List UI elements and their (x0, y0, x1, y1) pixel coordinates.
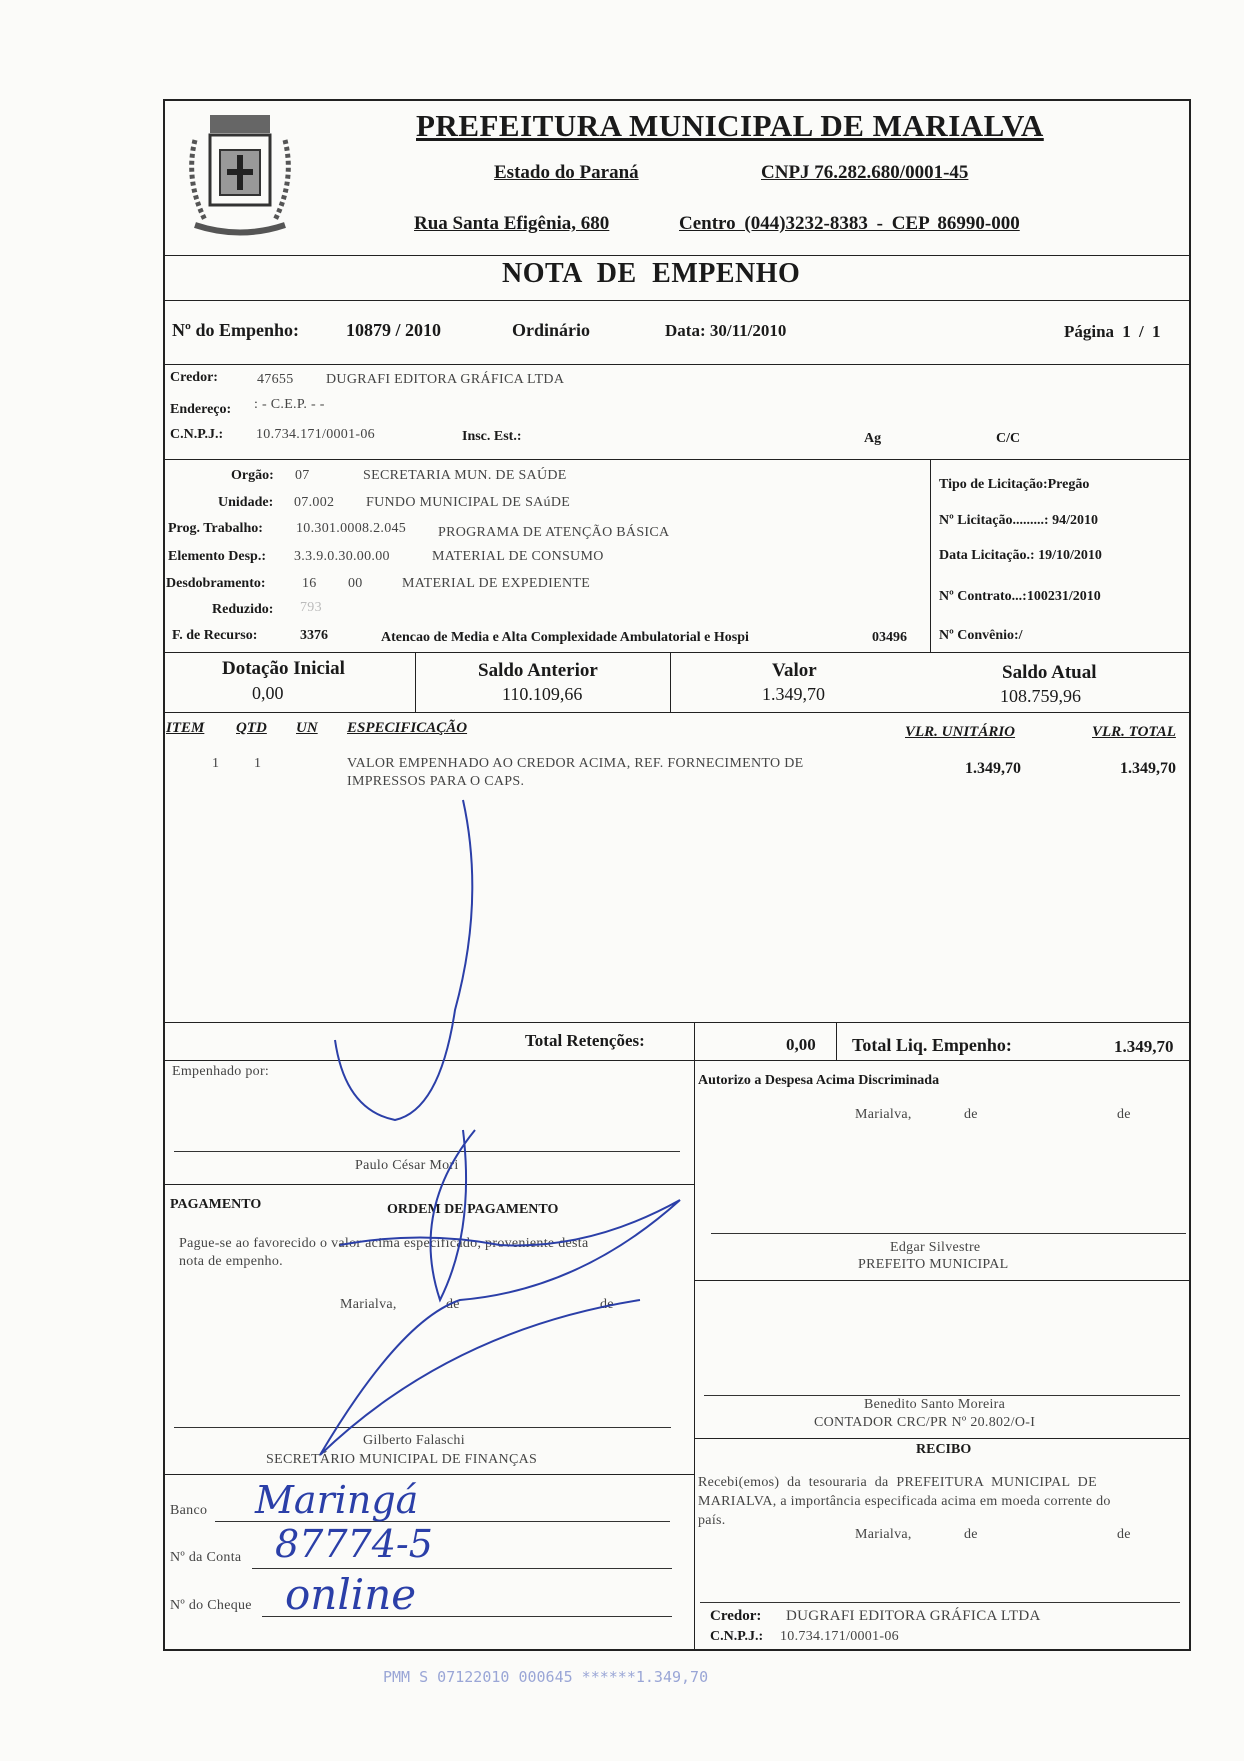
item-vlr-total: 1.349,70 (1120, 760, 1176, 777)
header-contact: Centro (044)3232-8383 - CEP 86990-000 (679, 213, 1020, 234)
saldo-atual-label: Saldo Atual (1002, 662, 1097, 683)
elemento-label: Elemento Desp.: (168, 549, 266, 564)
recibo-cnpj-value: 10.734.171/0001-06 (780, 1629, 899, 1644)
col-especificacao: ESPECIFICAÇÃO (347, 720, 468, 736)
recibo-credor-nome: DUGRAFI EDITORA GRÁFICA LTDA (786, 1608, 1041, 1624)
pagamento-title: PAGAMENTO (170, 1197, 262, 1212)
item-qtd: 1 (254, 756, 262, 771)
cheque-handwritten: online (285, 1570, 417, 1619)
total-liq-value: 1.349,70 (1114, 1037, 1174, 1056)
convenio-numero: Nº Convênio:/ (939, 628, 1023, 643)
credor-name: DUGRAFI EDITORA GRÁFICA LTDA (326, 372, 565, 387)
orgao-name: SECRETARIA MUN. DE SAÚDE (363, 468, 567, 483)
prog-label: Prog. Trabalho: (168, 521, 263, 536)
page-number: Página 1 / 1 (1064, 322, 1161, 341)
credor-cnpj-value: 10.734.171/0001-06 (256, 427, 375, 442)
autorizo-local: Marialva, (855, 1107, 912, 1122)
autorizo-title: Autorizo a Despesa Acima Discriminada (698, 1073, 940, 1088)
cheque-label: Nº do Cheque (170, 1598, 252, 1613)
col-un: UN (296, 720, 318, 736)
fonte-code: 3376 (300, 628, 328, 643)
total-retencoes-value: 0,00 (786, 1035, 816, 1054)
contrato-numero: Nº Contrato...:100231/2010 (939, 589, 1101, 604)
banco-label: Banco (170, 1503, 208, 1518)
conta-handwritten: 87774-5 (275, 1522, 433, 1566)
recibo-texto1: Recebi(emos) da tesouraria da PREFEITURA MUNICIPAL DE (698, 1475, 1097, 1490)
empenhado-label: Empenhado por: (172, 1064, 270, 1079)
insc-est-label: Insc. Est.: (462, 429, 522, 444)
unidade-code: 07.002 (294, 495, 335, 510)
item-vlr-unitario: 1.349,70 (965, 760, 1021, 777)
dotacao-label: Dotação Inicial (222, 658, 345, 679)
pagamento-local: Marialva, (340, 1297, 397, 1312)
unidade-name: FUNDO MUNICIPAL DE SAúDE (366, 495, 571, 510)
page-title: PREFEITURA MUNICIPAL DE MARIALVA (416, 108, 1044, 143)
pagamento-texto1: Pague-se ao favorecido o valor acima especificado, proveniente desta (179, 1236, 589, 1251)
saldo-atual-value: 108.759,96 (1000, 686, 1081, 706)
credor-cnpj-label: C.N.P.J.: (170, 427, 224, 442)
secretario-nome: Gilberto Falaschi (363, 1433, 465, 1448)
recibo-de1: de (964, 1527, 978, 1542)
prefeito-nome: Edgar Silvestre (890, 1240, 981, 1255)
col-qtd: QTD (236, 720, 267, 736)
saldo-anterior-label: Saldo Anterior (478, 660, 598, 681)
ordem-pagamento-title: ORDEM DE PAGAMENTO (387, 1202, 559, 1217)
pagamento-texto2: nota de empenho. (179, 1254, 283, 1269)
fonte-num: 03496 (872, 630, 907, 645)
credor-code: 47655 (257, 372, 294, 387)
conta-label: Nº da Conta (170, 1550, 242, 1565)
endereco-label: Endereço: (170, 402, 232, 417)
saldo-anterior-value: 110.109,66 (502, 684, 583, 704)
empenhado-nome: Paulo César Mori (355, 1158, 459, 1173)
col-vlr-total: VLR. TOTAL (1092, 724, 1176, 740)
col-item: ITEM (166, 720, 205, 736)
dotacao-value: 0,00 (252, 683, 284, 703)
header-address: Rua Santa Efigênia, 680 (414, 213, 610, 234)
recibo-local: Marialva, (855, 1527, 912, 1542)
footer-stamp: PMM S 07122010 000645 ******1.349,70 (383, 1668, 709, 1686)
licitacao-numero: Nº Licitação.........: 94/2010 (939, 513, 1098, 528)
total-retencoes-label: Total Retenções: (525, 1031, 645, 1050)
fonte-label: F. de Recurso: (172, 628, 258, 643)
empenho-number: 10879 / 2010 (346, 320, 442, 340)
credor-label: Credor: (170, 370, 218, 385)
document-title: NOTA DE EMPENHO (502, 258, 801, 289)
banco-handwritten: Maringá (255, 1478, 419, 1522)
total-liq-label: Total Liq. Empenho: (852, 1035, 1012, 1055)
licitacao-data: Data Licitação.: 19/10/2010 (939, 548, 1102, 563)
recibo-credor-label: Credor: (710, 1608, 762, 1624)
header-estado: Estado do Paraná (494, 162, 639, 183)
contador-nome: Benedito Santo Moreira (864, 1397, 1006, 1412)
prefeito-cargo: PREFEITO MUNICIPAL (858, 1257, 1009, 1272)
ag-label: Ag (864, 431, 882, 446)
empenho-date: Data: 30/11/2010 (665, 321, 787, 340)
elemento-code: 3.3.9.0.30.00.00 (294, 549, 390, 564)
item-number: 1 (212, 756, 220, 771)
col-vlr-unitario: VLR. UNITÁRIO (905, 724, 1016, 740)
secretario-cargo: SECRETÁRIO MUNICIPAL DE FINANÇAS (266, 1452, 538, 1467)
desdobramento-code1: 16 (302, 576, 317, 591)
recibo-de2: de (1117, 1527, 1131, 1542)
licitacao-tipo: Tipo de Licitação:Pregão (939, 477, 1090, 492)
autorizo-de2: de (1117, 1107, 1131, 1122)
reduzido-label: Reduzido: (212, 602, 274, 617)
endereco-value: : - C.E.P. - - (254, 397, 325, 412)
valor-value: 1.349,70 (762, 684, 825, 704)
prog-name: PROGRAMA DE ATENÇÃO BÁSICA (438, 525, 670, 540)
desdobramento-label: Desdobramento: (166, 576, 266, 591)
pagamento-de1: de (446, 1297, 460, 1312)
header-cnpj: CNPJ 76.282.680/0001-45 (761, 162, 969, 183)
orgao-label: Orgão: (231, 468, 274, 483)
cc-label: C/C (996, 431, 1021, 446)
autorizo-de1: de (964, 1107, 978, 1122)
empenho-type: Ordinário (512, 320, 591, 340)
item-espec-line1: VALOR EMPENHADO AO CREDOR ACIMA, REF. FORNECIMENTO DE (347, 756, 804, 771)
orgao-code: 07 (295, 468, 310, 483)
prog-code: 10.301.0008.2.045 (296, 521, 407, 536)
valor-label: Valor (772, 660, 817, 681)
item-espec-line2: IMPRESSOS PARA O CAPS. (347, 774, 525, 789)
pagamento-de2: de (600, 1297, 614, 1312)
reduzido-code: 793 (300, 600, 322, 615)
unidade-label: Unidade: (218, 495, 274, 510)
desdobramento-code2: 00 (348, 576, 363, 591)
desdobramento-name: MATERIAL DE EXPEDIENTE (402, 576, 591, 591)
recibo-title: RECIBO (916, 1442, 972, 1457)
empenho-label: Nº do Empenho: (172, 320, 299, 340)
fonte-name: Atencao de Media e Alta Complexidade Ambulatorial e Hospi (381, 630, 749, 645)
elemento-name: MATERIAL DE CONSUMO (432, 549, 604, 564)
recibo-cnpj-label: C.N.P.J.: (710, 1629, 764, 1644)
contador-cargo: CONTADOR CRC/PR Nº 20.802/O-I (814, 1415, 1036, 1430)
recibo-texto2: MARIALVA, a importância especificada acima em moeda corrente do (698, 1494, 1111, 1509)
recibo-texto3: país. (698, 1513, 726, 1528)
